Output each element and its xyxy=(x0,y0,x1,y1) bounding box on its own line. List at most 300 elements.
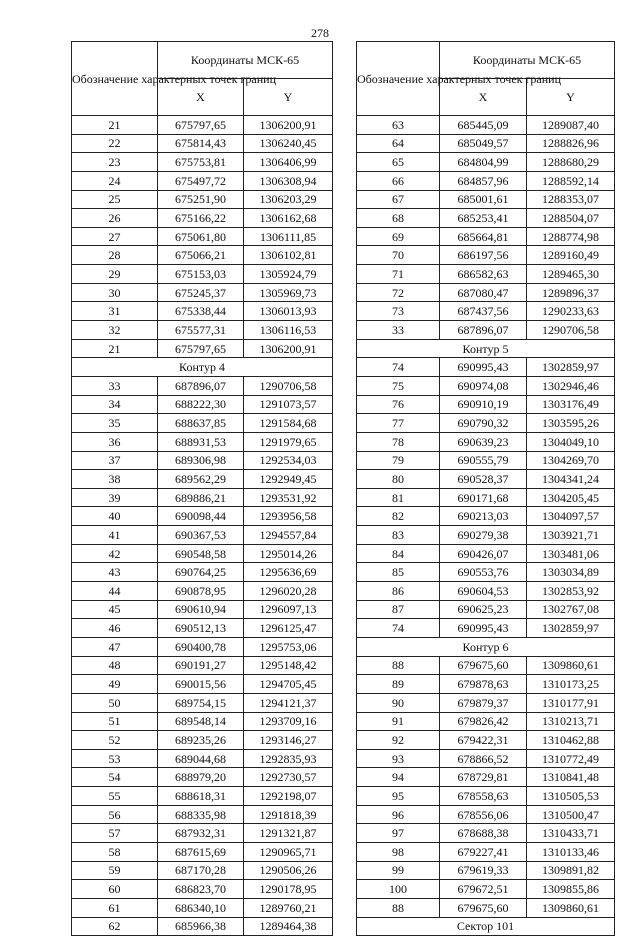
point-id-cell: 57 xyxy=(72,824,158,843)
point-id-cell: 64 xyxy=(357,134,440,153)
point-id-cell: 70 xyxy=(357,246,440,265)
table-row xyxy=(357,787,615,806)
point-id-cell: 40 xyxy=(72,507,158,526)
point-id-cell: 84 xyxy=(357,544,440,563)
point-id-cell: 89 xyxy=(357,675,440,694)
x-coordinate-cell: 686340,10 xyxy=(158,898,244,917)
point-id-cell: 95 xyxy=(357,787,440,806)
x-coordinate-cell: 690639,23 xyxy=(440,432,527,451)
x-coordinate-cell: 679422,31 xyxy=(440,731,527,750)
y-coordinate-cell: 1291321,87 xyxy=(244,824,333,843)
x-coordinate-cell: 690764,25 xyxy=(158,563,244,582)
x-coordinate-cell: 689886,21 xyxy=(158,488,244,507)
point-id-cell: 61 xyxy=(72,898,158,917)
x-coordinate-cell: 687080,47 xyxy=(440,283,527,302)
point-id-cell: 22 xyxy=(72,134,158,153)
x-coordinate-cell: 689754,15 xyxy=(158,693,244,712)
point-id-cell: 25 xyxy=(72,190,158,209)
y-coordinate-cell: 1304097,57 xyxy=(527,507,615,526)
coordinates-table-right xyxy=(356,41,615,936)
x-coordinate-cell: 685001,61 xyxy=(440,190,527,209)
header-x: X xyxy=(158,79,244,116)
x-coordinate-cell: 687615,69 xyxy=(158,842,244,861)
section-row xyxy=(357,637,615,656)
table-row xyxy=(357,693,615,712)
table-row xyxy=(357,675,615,694)
table-row xyxy=(72,712,333,731)
point-id-cell: 65 xyxy=(357,153,440,172)
y-coordinate-cell: 1293146,27 xyxy=(244,731,333,750)
x-coordinate-cell: 690098,44 xyxy=(158,507,244,526)
y-coordinate-cell: 1288826,96 xyxy=(527,134,615,153)
x-coordinate-cell: 687170,28 xyxy=(158,861,244,880)
y-coordinate-cell: 1304049,10 xyxy=(527,432,615,451)
y-coordinate-cell: 1309860,61 xyxy=(527,898,615,917)
table-row xyxy=(72,656,333,675)
x-coordinate-cell: 678688,38 xyxy=(440,824,527,843)
point-id-cell: 63 xyxy=(357,116,440,135)
table-row xyxy=(357,656,615,675)
point-id-cell: 97 xyxy=(357,824,440,843)
y-coordinate-cell: 1288592,14 xyxy=(527,171,615,190)
table-row xyxy=(72,898,333,917)
table-row xyxy=(72,432,333,451)
table-row xyxy=(72,209,333,228)
table-row xyxy=(72,637,333,656)
table-row xyxy=(72,619,333,638)
table-row xyxy=(357,209,615,228)
table-row xyxy=(72,171,333,190)
x-coordinate-cell: 678556,06 xyxy=(440,805,527,824)
y-coordinate-cell: 1289896,37 xyxy=(527,283,615,302)
table-row xyxy=(72,600,333,619)
table-row xyxy=(357,470,615,489)
y-coordinate-cell: 1291584,68 xyxy=(244,414,333,433)
table-row xyxy=(357,171,615,190)
y-coordinate-cell: 1304269,70 xyxy=(527,451,615,470)
header-y: Y xyxy=(527,79,615,116)
x-coordinate-cell: 687896,07 xyxy=(158,376,244,395)
x-coordinate-cell: 688931,53 xyxy=(158,432,244,451)
point-id-cell: 48 xyxy=(72,656,158,675)
point-id-cell: 31 xyxy=(72,302,158,321)
y-coordinate-cell: 1291073,57 xyxy=(244,395,333,414)
y-coordinate-cell: 1305969,73 xyxy=(244,283,333,302)
table-row xyxy=(72,917,333,936)
x-coordinate-cell: 687932,31 xyxy=(158,824,244,843)
y-coordinate-cell: 1309855,86 xyxy=(527,880,615,899)
point-id-cell: 58 xyxy=(72,842,158,861)
y-coordinate-cell: 1293531,92 xyxy=(244,488,333,507)
point-id-cell: 93 xyxy=(357,749,440,768)
y-coordinate-cell: 1294121,37 xyxy=(244,693,333,712)
x-coordinate-cell: 685664,81 xyxy=(440,227,527,246)
y-coordinate-cell: 1306203,29 xyxy=(244,190,333,209)
y-coordinate-cell: 1310462,88 xyxy=(527,731,615,750)
point-id-cell: 99 xyxy=(357,861,440,880)
x-coordinate-cell: 688979,20 xyxy=(158,768,244,787)
point-id-cell: 21 xyxy=(72,116,158,135)
table-row xyxy=(72,507,333,526)
y-coordinate-cell: 1310133,46 xyxy=(527,842,615,861)
y-coordinate-cell: 1290706,58 xyxy=(244,376,333,395)
point-id-cell: 77 xyxy=(357,414,440,433)
table-row xyxy=(72,880,333,899)
table-row xyxy=(357,842,615,861)
point-id-cell: 42 xyxy=(72,544,158,563)
x-coordinate-cell: 690625,23 xyxy=(440,600,527,619)
x-coordinate-cell: 678558,63 xyxy=(440,787,527,806)
table-row xyxy=(357,302,615,321)
point-id-cell: 28 xyxy=(72,246,158,265)
point-id-cell: 96 xyxy=(357,805,440,824)
x-coordinate-cell: 679672,51 xyxy=(440,880,527,899)
point-id-cell: 88 xyxy=(357,898,440,917)
point-id-cell: 29 xyxy=(72,265,158,284)
x-coordinate-cell: 675066,21 xyxy=(158,246,244,265)
table-row xyxy=(357,451,615,470)
point-id-cell: 34 xyxy=(72,395,158,414)
x-coordinate-cell: 690974,08 xyxy=(440,376,527,395)
header-x: X xyxy=(440,79,527,116)
y-coordinate-cell: 1306240,45 xyxy=(244,134,333,153)
x-coordinate-cell: 690995,43 xyxy=(440,358,527,377)
y-coordinate-cell: 1289160,49 xyxy=(527,246,615,265)
point-id-cell: 87 xyxy=(357,600,440,619)
table-row xyxy=(357,768,615,787)
x-coordinate-cell: 690400,78 xyxy=(158,637,244,656)
point-id-cell: 23 xyxy=(72,153,158,172)
point-id-cell: 86 xyxy=(357,582,440,601)
x-coordinate-cell: 675153,03 xyxy=(158,265,244,284)
y-coordinate-cell: 1302859,97 xyxy=(527,358,615,377)
point-id-cell: 35 xyxy=(72,414,158,433)
y-coordinate-cell: 1288353,07 xyxy=(527,190,615,209)
point-id-cell: 91 xyxy=(357,712,440,731)
y-coordinate-cell: 1291979,65 xyxy=(244,432,333,451)
y-coordinate-cell: 1296020,28 xyxy=(244,582,333,601)
y-coordinate-cell: 1296097,13 xyxy=(244,600,333,619)
table-row xyxy=(357,116,615,135)
y-coordinate-cell: 1306013,93 xyxy=(244,302,333,321)
x-coordinate-cell: 690367,53 xyxy=(158,526,244,545)
x-coordinate-cell: 684857,96 xyxy=(440,171,527,190)
point-id-cell: 53 xyxy=(72,749,158,768)
point-id-cell: 80 xyxy=(357,470,440,489)
x-coordinate-cell: 690553,76 xyxy=(440,563,527,582)
y-coordinate-cell: 1310772,49 xyxy=(527,749,615,768)
table-row xyxy=(72,805,333,824)
table-row xyxy=(72,842,333,861)
table-row xyxy=(72,339,333,358)
point-id-cell: 74 xyxy=(357,619,440,638)
coordinates-table-left xyxy=(71,41,333,936)
point-id-cell: 98 xyxy=(357,842,440,861)
table-row xyxy=(72,768,333,787)
table-row xyxy=(72,470,333,489)
table-row xyxy=(72,414,333,433)
header-y: Y xyxy=(244,79,333,116)
x-coordinate-cell: 686823,70 xyxy=(158,880,244,899)
y-coordinate-cell: 1294705,45 xyxy=(244,675,333,694)
y-coordinate-cell: 1289087,40 xyxy=(527,116,615,135)
y-coordinate-cell: 1306200,91 xyxy=(244,339,333,358)
y-coordinate-cell: 1306111,85 xyxy=(244,227,333,246)
y-coordinate-cell: 1302767,08 xyxy=(527,600,615,619)
x-coordinate-cell: 675245,37 xyxy=(158,283,244,302)
table-row xyxy=(357,898,615,917)
point-id-cell: 33 xyxy=(357,321,440,340)
x-coordinate-cell: 675497,72 xyxy=(158,171,244,190)
table-row xyxy=(72,116,333,135)
point-id-cell: 54 xyxy=(72,768,158,787)
point-id-cell: 92 xyxy=(357,731,440,750)
y-coordinate-cell: 1288504,07 xyxy=(527,209,615,228)
table-row xyxy=(72,675,333,694)
x-coordinate-cell: 675814,43 xyxy=(158,134,244,153)
point-id-cell: 78 xyxy=(357,432,440,451)
y-coordinate-cell: 1303034,89 xyxy=(527,563,615,582)
y-coordinate-cell: 1302946,46 xyxy=(527,376,615,395)
x-coordinate-cell: 679826,42 xyxy=(440,712,527,731)
y-coordinate-cell: 1290506,26 xyxy=(244,861,333,880)
table-row xyxy=(72,526,333,545)
table-row xyxy=(357,526,615,545)
table-row xyxy=(357,153,615,172)
point-id-cell: 21 xyxy=(72,339,158,358)
page-number: 278 xyxy=(311,26,329,40)
x-coordinate-cell: 679879,37 xyxy=(440,693,527,712)
point-id-cell: 76 xyxy=(357,395,440,414)
section-row xyxy=(357,339,615,358)
x-coordinate-cell: 675753,81 xyxy=(158,153,244,172)
y-coordinate-cell: 1302859,97 xyxy=(527,619,615,638)
table-row xyxy=(357,283,615,302)
x-coordinate-cell: 675338,44 xyxy=(158,302,244,321)
x-coordinate-cell: 688618,31 xyxy=(158,787,244,806)
y-coordinate-cell: 1310505,53 xyxy=(527,787,615,806)
x-coordinate-cell: 675061,80 xyxy=(158,227,244,246)
section-row xyxy=(72,358,333,377)
x-coordinate-cell: 686197,56 xyxy=(440,246,527,265)
x-coordinate-cell: 690528,37 xyxy=(440,470,527,489)
x-coordinate-cell: 690790,32 xyxy=(440,414,527,433)
section-title: Контур 6 xyxy=(357,637,615,656)
table-row xyxy=(357,582,615,601)
table-row xyxy=(357,321,615,340)
x-coordinate-cell: 675797,65 xyxy=(158,339,244,358)
y-coordinate-cell: 1309860,61 xyxy=(527,656,615,675)
table-row xyxy=(357,134,615,153)
x-coordinate-cell: 689235,26 xyxy=(158,731,244,750)
point-id-cell: 66 xyxy=(357,171,440,190)
table-row xyxy=(72,321,333,340)
y-coordinate-cell: 1303176,49 xyxy=(527,395,615,414)
x-coordinate-cell: 687896,07 xyxy=(440,321,527,340)
point-id-cell: 36 xyxy=(72,432,158,451)
table-row xyxy=(72,265,333,284)
y-coordinate-cell: 1302853,92 xyxy=(527,582,615,601)
x-coordinate-cell: 679227,41 xyxy=(440,842,527,861)
y-coordinate-cell: 1295753,06 xyxy=(244,637,333,656)
point-id-cell: 73 xyxy=(357,302,440,321)
x-coordinate-cell: 690610,94 xyxy=(158,600,244,619)
section-title: Контур 4 xyxy=(72,358,333,377)
y-coordinate-cell: 1306200,91 xyxy=(244,116,333,135)
section-row xyxy=(357,917,615,936)
point-id-cell: 38 xyxy=(72,470,158,489)
table-row xyxy=(72,787,333,806)
point-id-cell: 30 xyxy=(72,283,158,302)
table-row xyxy=(72,582,333,601)
table-row xyxy=(72,749,333,768)
point-id-cell: 68 xyxy=(357,209,440,228)
x-coordinate-cell: 685049,57 xyxy=(440,134,527,153)
table-row xyxy=(72,451,333,470)
table-row xyxy=(72,227,333,246)
y-coordinate-cell: 1290178,95 xyxy=(244,880,333,899)
y-coordinate-cell: 1304341,24 xyxy=(527,470,615,489)
y-coordinate-cell: 1310213,71 xyxy=(527,712,615,731)
point-id-cell: 46 xyxy=(72,619,158,638)
y-coordinate-cell: 1292730,57 xyxy=(244,768,333,787)
header-points-label: Обозначение характерных точек границ xyxy=(357,42,440,116)
table-row xyxy=(357,563,615,582)
point-id-cell: 60 xyxy=(72,880,158,899)
x-coordinate-cell: 675577,31 xyxy=(158,321,244,340)
table-row xyxy=(357,824,615,843)
y-coordinate-cell: 1292198,07 xyxy=(244,787,333,806)
point-id-cell: 72 xyxy=(357,283,440,302)
table-row xyxy=(72,488,333,507)
y-coordinate-cell: 1310841,48 xyxy=(527,768,615,787)
point-id-cell: 24 xyxy=(72,171,158,190)
table-row xyxy=(72,302,333,321)
x-coordinate-cell: 690548,58 xyxy=(158,544,244,563)
point-id-cell: 41 xyxy=(72,526,158,545)
x-coordinate-cell: 685253,41 xyxy=(440,209,527,228)
point-id-cell: 26 xyxy=(72,209,158,228)
point-id-cell: 55 xyxy=(72,787,158,806)
y-coordinate-cell: 1306162,68 xyxy=(244,209,333,228)
section-title: Контур 5 xyxy=(357,339,615,358)
y-coordinate-cell: 1306116,53 xyxy=(244,321,333,340)
x-coordinate-cell: 675166,22 xyxy=(158,209,244,228)
table-row xyxy=(357,805,615,824)
point-id-cell: 45 xyxy=(72,600,158,619)
point-id-cell: 51 xyxy=(72,712,158,731)
table-row xyxy=(357,749,615,768)
table-row xyxy=(72,563,333,582)
table-row xyxy=(357,600,615,619)
y-coordinate-cell: 1296125,47 xyxy=(244,619,333,638)
y-coordinate-cell: 1294557,84 xyxy=(244,526,333,545)
x-coordinate-cell: 678866,52 xyxy=(440,749,527,768)
point-id-cell: 90 xyxy=(357,693,440,712)
x-coordinate-cell: 690910,19 xyxy=(440,395,527,414)
x-coordinate-cell: 690213,03 xyxy=(440,507,527,526)
y-coordinate-cell: 1310173,25 xyxy=(527,675,615,694)
point-id-cell: 52 xyxy=(72,731,158,750)
table-row xyxy=(72,731,333,750)
y-coordinate-cell: 1292949,45 xyxy=(244,470,333,489)
x-coordinate-cell: 690995,43 xyxy=(440,619,527,638)
point-id-cell: 69 xyxy=(357,227,440,246)
x-coordinate-cell: 690555,79 xyxy=(440,451,527,470)
point-id-cell: 39 xyxy=(72,488,158,507)
point-id-cell: 75 xyxy=(357,376,440,395)
y-coordinate-cell: 1288680,29 xyxy=(527,153,615,172)
point-id-cell: 27 xyxy=(72,227,158,246)
point-id-cell: 37 xyxy=(72,451,158,470)
table-row xyxy=(357,861,615,880)
table-row xyxy=(357,395,615,414)
x-coordinate-cell: 678729,81 xyxy=(440,768,527,787)
x-coordinate-cell: 675251,90 xyxy=(158,190,244,209)
header-points-label: Обозначение характерных точек границ xyxy=(72,42,158,116)
point-id-cell: 74 xyxy=(357,358,440,377)
table-row xyxy=(72,283,333,302)
x-coordinate-cell: 689306,98 xyxy=(158,451,244,470)
table-row xyxy=(72,395,333,414)
table-row xyxy=(357,358,615,377)
y-coordinate-cell: 1289760,21 xyxy=(244,898,333,917)
point-id-cell: 43 xyxy=(72,563,158,582)
y-coordinate-cell: 1303595,26 xyxy=(527,414,615,433)
table-row xyxy=(72,376,333,395)
x-coordinate-cell: 679878,63 xyxy=(440,675,527,694)
point-id-cell: 82 xyxy=(357,507,440,526)
x-coordinate-cell: 679619,33 xyxy=(440,861,527,880)
point-id-cell: 83 xyxy=(357,526,440,545)
table-row xyxy=(72,861,333,880)
table-row xyxy=(357,414,615,433)
x-coordinate-cell: 687437,56 xyxy=(440,302,527,321)
point-id-cell: 81 xyxy=(357,488,440,507)
y-coordinate-cell: 1303921,71 xyxy=(527,526,615,545)
point-id-cell: 94 xyxy=(357,768,440,787)
table-row xyxy=(357,507,615,526)
y-coordinate-cell: 1295014,26 xyxy=(244,544,333,563)
table-row xyxy=(357,246,615,265)
table-row xyxy=(72,246,333,265)
table-row xyxy=(357,544,615,563)
table-row xyxy=(72,153,333,172)
table-row xyxy=(357,432,615,451)
table-row xyxy=(72,190,333,209)
y-coordinate-cell: 1288774,98 xyxy=(527,227,615,246)
x-coordinate-cell: 689548,14 xyxy=(158,712,244,731)
table-row xyxy=(357,376,615,395)
point-id-cell: 56 xyxy=(72,805,158,824)
x-coordinate-cell: 689562,29 xyxy=(158,470,244,489)
y-coordinate-cell: 1291818,39 xyxy=(244,805,333,824)
point-id-cell: 33 xyxy=(72,376,158,395)
table-row xyxy=(72,134,333,153)
y-coordinate-cell: 1292835,93 xyxy=(244,749,333,768)
y-coordinate-cell: 1303481,06 xyxy=(527,544,615,563)
y-coordinate-cell: 1290233,63 xyxy=(527,302,615,321)
y-coordinate-cell: 1310433,71 xyxy=(527,824,615,843)
x-coordinate-cell: 690015,56 xyxy=(158,675,244,694)
y-coordinate-cell: 1289465,30 xyxy=(527,265,615,284)
x-coordinate-cell: 689044,68 xyxy=(158,749,244,768)
y-coordinate-cell: 1290965,71 xyxy=(244,842,333,861)
point-id-cell: 88 xyxy=(357,656,440,675)
point-id-cell: 49 xyxy=(72,675,158,694)
point-id-cell: 100 xyxy=(357,880,440,899)
y-coordinate-cell: 1290706,58 xyxy=(527,321,615,340)
